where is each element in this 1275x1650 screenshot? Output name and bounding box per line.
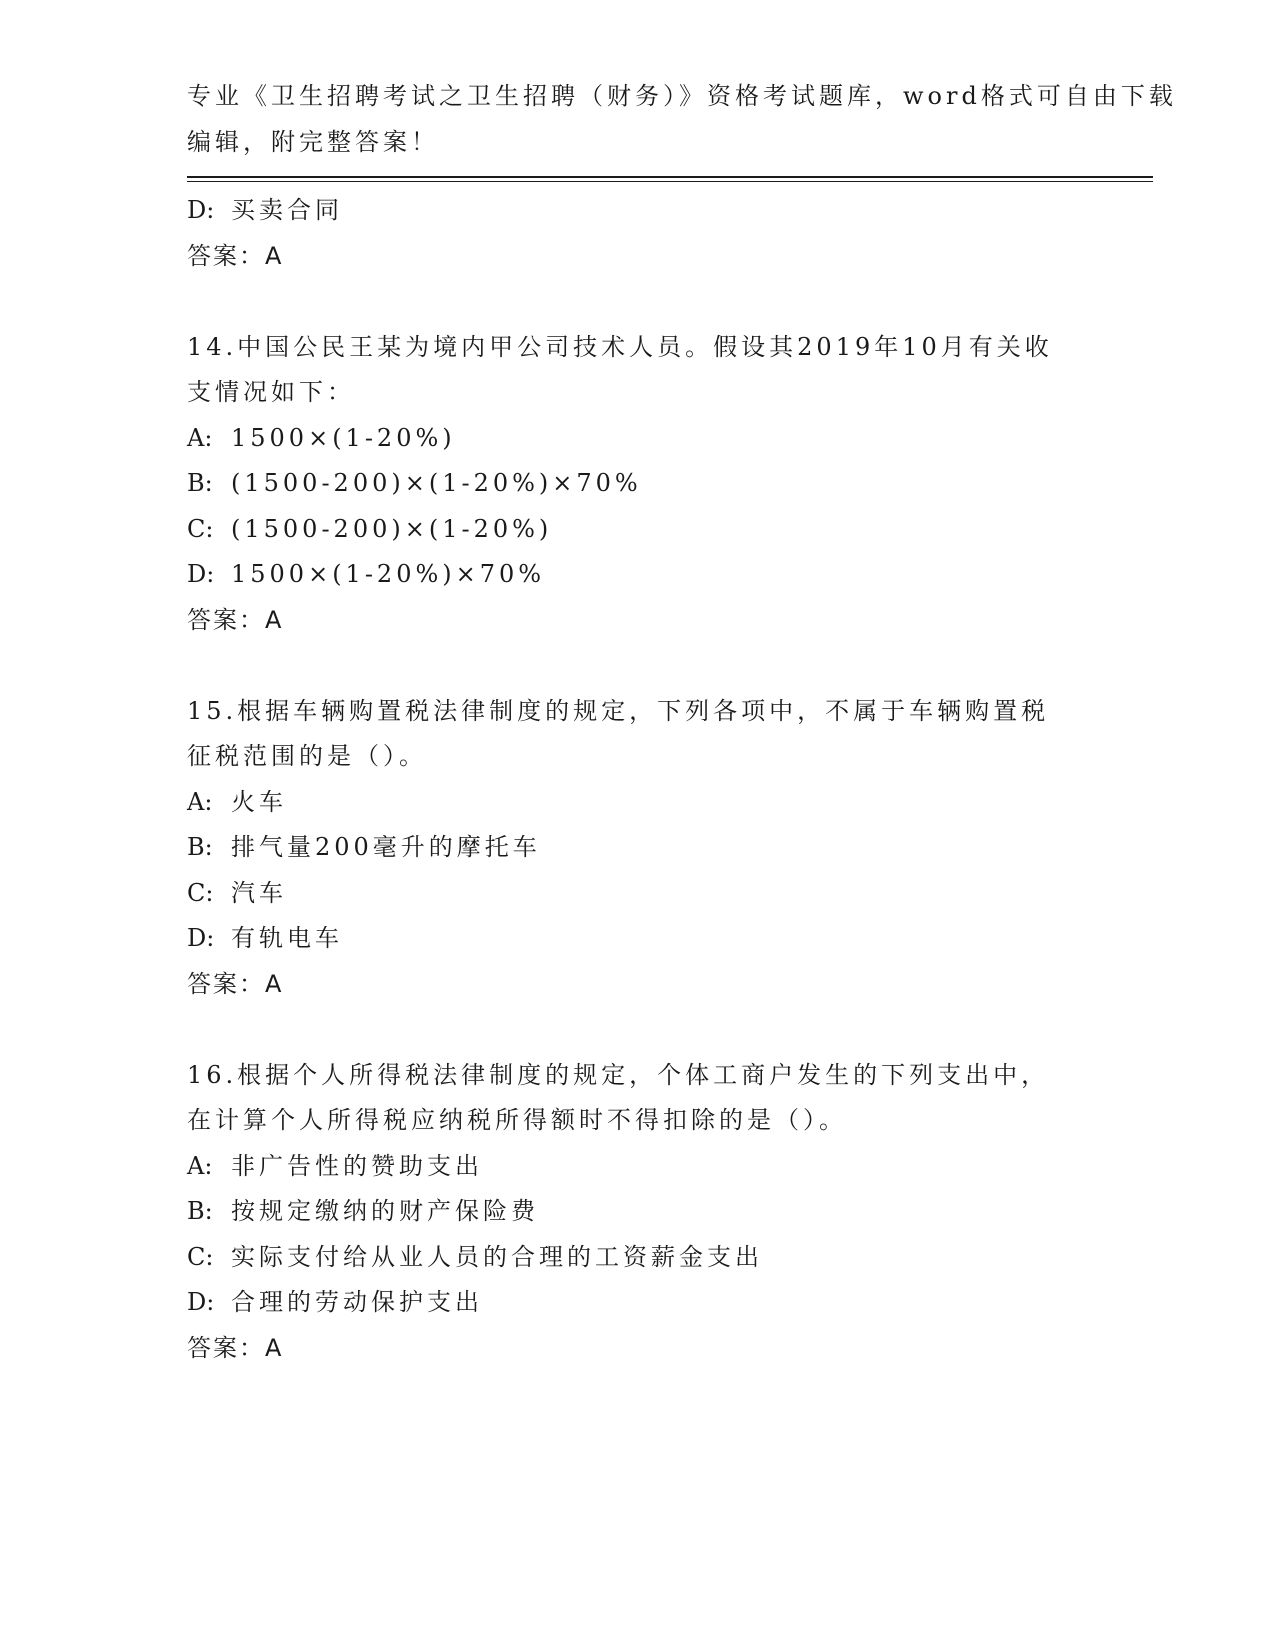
- question-stem-line: 在计算个人所得税应纳税所得额时不得扣除的是（）。: [187, 1106, 847, 1134]
- header-line-1: 专业《卫生招聘考试之卫生招聘（财务）》资格考试题库，word格式可自由下载: [187, 82, 1177, 110]
- option-text: 有轨电车: [231, 924, 343, 952]
- option-c: [187, 1235, 1087, 1281]
- option-b: [187, 825, 1087, 871]
- document-header: [187, 74, 1177, 165]
- answer: 答案：A: [187, 969, 284, 998]
- question-13: [187, 188, 1087, 279]
- option-tag: A:: [187, 423, 213, 452]
- option-c: [187, 507, 1087, 553]
- option-a: [187, 416, 1087, 462]
- answer: 答案：A: [187, 241, 284, 270]
- option-d: [187, 1280, 1087, 1326]
- option-a: [187, 1144, 1087, 1190]
- option-text: 火车: [231, 787, 287, 816]
- question-16: [187, 1053, 1087, 1372]
- option-b: [187, 461, 1087, 507]
- option-c: [187, 871, 1087, 917]
- option-tag: D:: [187, 560, 215, 588]
- option-text: (1500-200)×(1-20%): [231, 514, 553, 543]
- question-spacer: [187, 279, 1087, 325]
- header-line-2: 编辑，附完整答案！: [187, 127, 439, 156]
- question-stem-line: 支情况如下：: [187, 378, 355, 406]
- option-tag: B:: [187, 833, 213, 861]
- option-tag: C:: [187, 514, 214, 543]
- option-a: [187, 780, 1087, 826]
- option-d: [187, 552, 1087, 598]
- question-stem-line: 16.根据个人所得税法律制度的规定，个体工商户发生的下列支出中，: [187, 1060, 1050, 1089]
- option-text: 汽车: [231, 878, 287, 907]
- question-spacer: [187, 1007, 1087, 1053]
- option-tag: D:: [187, 196, 215, 224]
- option-text: 按规定缴纳的财产保险费: [231, 1197, 539, 1225]
- option-tag: C:: [187, 1242, 214, 1271]
- option-text: 非广告性的赞助支出: [231, 1151, 483, 1180]
- answer: 答案：A: [187, 605, 284, 634]
- option-text: 排气量200毫升的摩托车: [231, 833, 541, 861]
- option-tag: B:: [187, 1197, 213, 1225]
- option-text: 实际支付给从业人员的合理的工资薪金支出: [231, 1242, 763, 1271]
- question-stem-line: 征税范围的是（）。: [187, 742, 427, 770]
- option-text: (1500-200)×(1-20%)×70%: [231, 469, 642, 497]
- question-stem-line: 14.中国公民王某为境内甲公司技术人员。假设其2019年10月有关收: [187, 332, 1053, 361]
- option-tag: D:: [187, 924, 215, 952]
- question-14: [187, 325, 1087, 644]
- document-body: [187, 188, 1087, 1371]
- option-tag: B:: [187, 469, 213, 497]
- option-text: 买卖合同: [231, 196, 343, 224]
- question-15: [187, 689, 1087, 1008]
- header-divider-thick: [187, 176, 1153, 178]
- question-stem-line: 15.根据车辆购置税法律制度的规定，下列各项中，不属于车辆购置税: [187, 696, 1050, 725]
- option-b: [187, 1189, 1087, 1235]
- option-text: 1500×(1-20%): [231, 423, 456, 452]
- option-tag: C:: [187, 878, 214, 907]
- option-tag: A:: [187, 787, 213, 816]
- option-d: [187, 188, 1087, 234]
- option-d: [187, 916, 1087, 962]
- option-tag: A:: [187, 1151, 213, 1180]
- question-spacer: [187, 643, 1087, 689]
- option-tag: D:: [187, 1288, 215, 1316]
- header-divider-thin: [187, 181, 1153, 182]
- option-text: 1500×(1-20%)×70%: [231, 560, 546, 588]
- option-text: 合理的劳动保护支出: [231, 1288, 483, 1316]
- answer: 答案：A: [187, 1333, 284, 1362]
